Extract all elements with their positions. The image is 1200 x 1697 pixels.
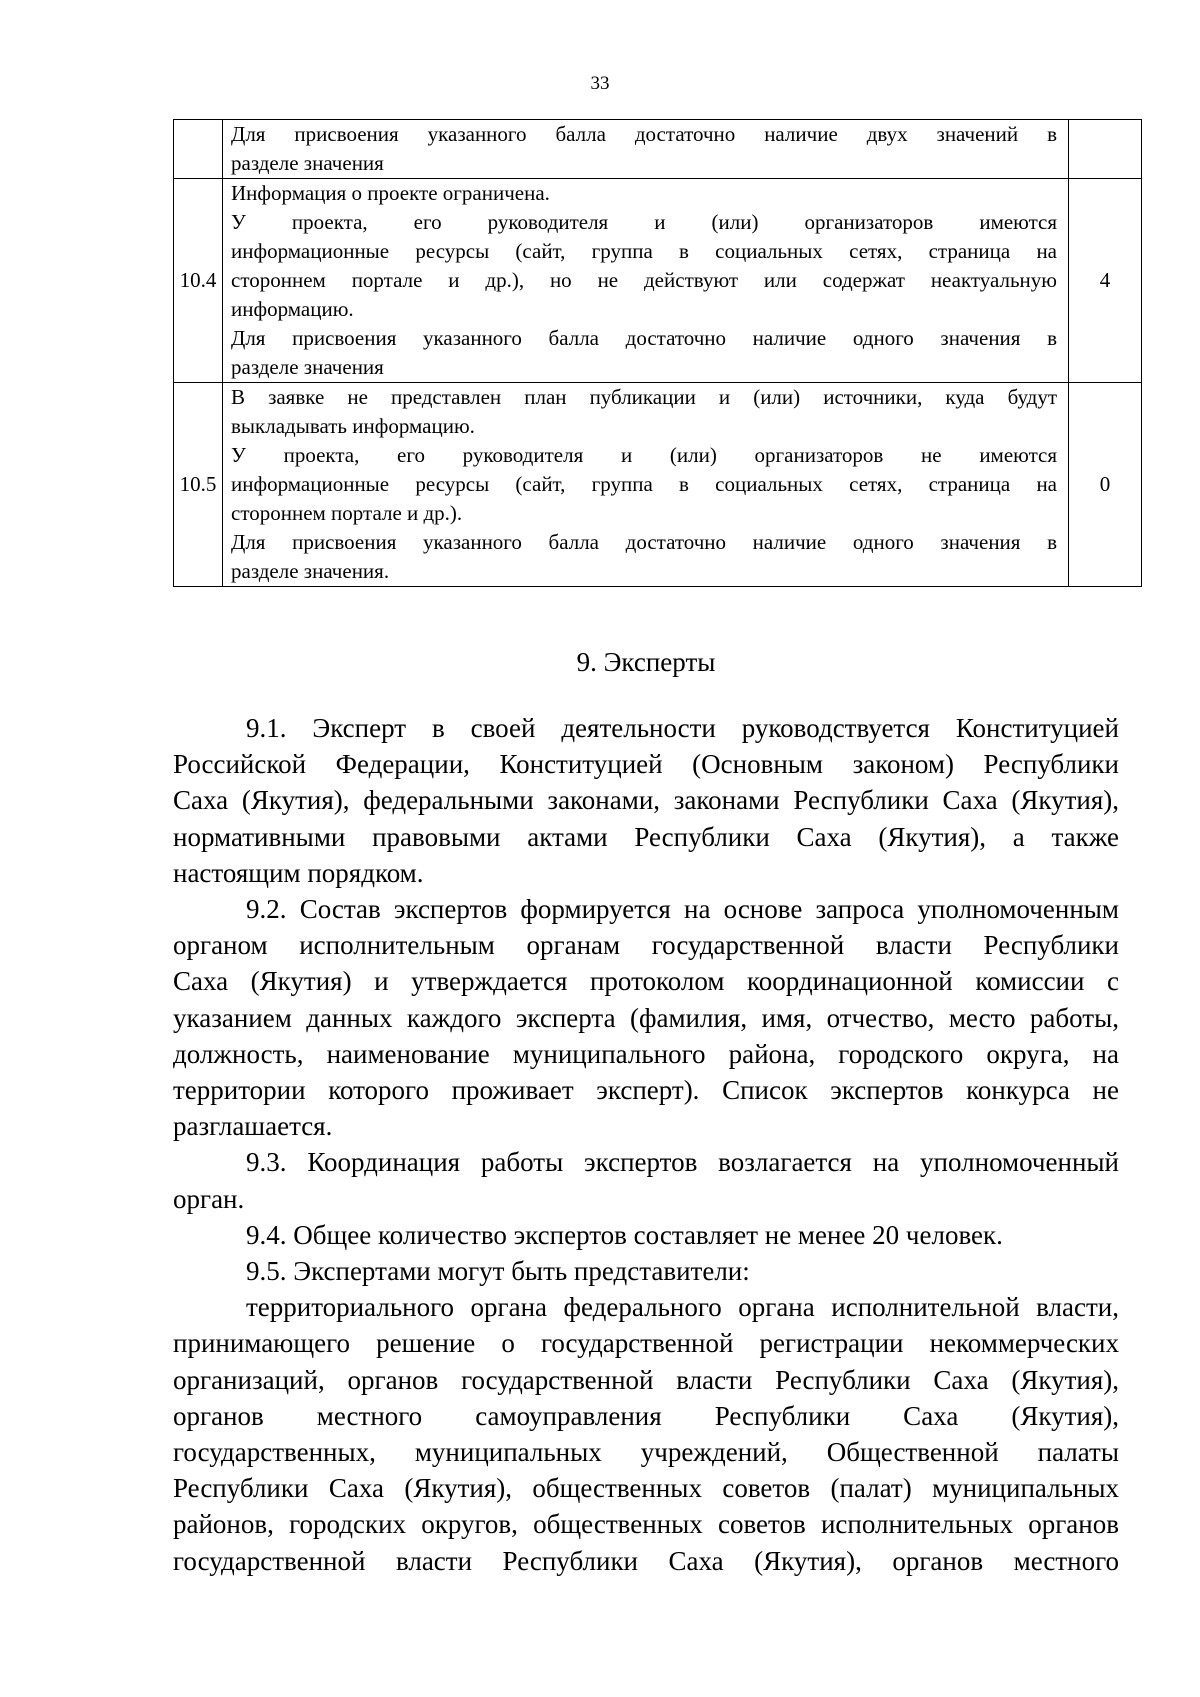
body-text-line: принимающего решение о государственной регистрации некоммерческих (173, 1328, 1119, 1359)
body-text-line: настоящим порядком. (173, 857, 424, 888)
criterion-description-line: стороннем портале и др.). (231, 501, 463, 525)
criterion-description-line: выкладывать информацию. (231, 414, 475, 438)
body-text-line: указанием данных каждого эксперта (фамилия, имя, отчество, место работы, (173, 1002, 1119, 1033)
body-text-line: Саха (Якутия), федеральными законами, законами Республики Саха (Якутия), (173, 785, 1119, 816)
criterion-description-line: Информация о проекте ограничена. (231, 181, 550, 205)
criterion-description-line: информационные ресурсы (сайт, группа в социальных сетях, страница на (231, 239, 1057, 263)
body-text-line: должность, наименование муниципального района, городского округа, на (173, 1038, 1119, 1069)
body-text-line: Российской Федерации, Конституцией (Основным законом) Республики (173, 749, 1119, 780)
body-text (173, 710, 1119, 1579)
body-text-line: 9.4. Общее количество экспертов составляет не менее 20 человек. (246, 1219, 1003, 1250)
body-text-line: 9.2. Состав экспертов формируется на основе запроса уполномоченным (246, 894, 1119, 925)
criterion-description-line: информацию. (231, 297, 354, 321)
table-row (174, 383, 1142, 587)
body-text-line: территориального органа федерального органа исполнительной власти, (246, 1292, 1119, 1323)
body-text-line: разглашается. (173, 1111, 333, 1142)
body-text-line: государственных, муниципальных учреждений, Общественной палаты (173, 1437, 1119, 1468)
criterion-code-cell: 10.5 (174, 383, 223, 587)
criterion-description-line: У проекта, его руководителя и (или) организаторов имеются (231, 210, 1057, 234)
criterion-description-line: Для присвоения указанного балла достаточно наличие одного значения в (231, 326, 1057, 350)
body-text-line: органом исполнительным органам государственной власти Республики (173, 930, 1119, 961)
criterion-description-line: информационные ресурсы (сайт, группа в социальных сетях, страница на (231, 472, 1057, 496)
criterion-description-line: В заявке не представлен план публикации и (или) источники, куда будут (231, 385, 1057, 409)
criterion-description-line: стороннем портале и др.), но не действуют или содержат неактуальную (231, 268, 1057, 292)
criterion-description-line: Для присвоения указанного балла достаточно наличие двух значений в (231, 122, 1057, 146)
body-text-line: 9.1. Эксперт в своей деятельности руководствуется Конституцией (246, 713, 1119, 743)
criteria-table-body (174, 120, 1142, 587)
table-row (174, 179, 1142, 383)
criterion-description-line: разделе значения (231, 151, 384, 175)
criterion-description-cell (223, 383, 1069, 587)
body-text-line: 9.5. Экспертами могут быть представители: (246, 1256, 750, 1287)
body-text-line: районов, городских округов, общественных советов исполнительных органов (173, 1509, 1119, 1540)
body-text-line: нормативными правовыми актами Республики Саха (Якутия), а также (173, 821, 1119, 852)
criterion-description-line: Для присвоения указанного балла достаточно наличие одного значения в (231, 530, 1057, 554)
body-text-line: орган. (173, 1183, 245, 1214)
criterion-score-cell: 0 (1069, 383, 1142, 587)
criterion-code-cell: 10.4 (174, 179, 223, 383)
criteria-table (173, 119, 1142, 587)
criterion-score-cell (1069, 120, 1142, 179)
section-title: 9. Эксперты (576, 647, 716, 677)
body-text-line: 9.3. Координация работы экспертов возлагается на уполномоченный (246, 1147, 1119, 1178)
page-number: 33 (590, 73, 610, 94)
body-text-line: организаций, органов государственной власти Республики Саха (Якутия), (173, 1364, 1119, 1395)
body-text-line: Саха (Якутия) и утверждается протоколом координационной комиссии с (173, 966, 1119, 997)
criterion-description-line: разделе значения. (231, 559, 390, 583)
body-text-line: Республики Саха (Якутия), общественных советов (палат) муниципальных (173, 1473, 1119, 1504)
criterion-description-cell (223, 179, 1069, 383)
criterion-score-cell: 4 (1069, 179, 1142, 383)
body-text-line: территории которого проживает эксперт). Список экспертов конкурса не (173, 1075, 1119, 1106)
criterion-description-cell (223, 120, 1069, 179)
criterion-description-line: У проекта, его руководителя и (или) организаторов не имеются (231, 443, 1057, 467)
criterion-code-cell (174, 120, 223, 179)
criterion-description-line: разделе значения (231, 355, 384, 379)
body-text-line: государственной власти Республики Саха (Якутия), органов местного (173, 1545, 1119, 1576)
body-text-line: органов местного самоуправления Республики Саха (Якутия), (173, 1400, 1119, 1431)
table-row (174, 120, 1142, 179)
